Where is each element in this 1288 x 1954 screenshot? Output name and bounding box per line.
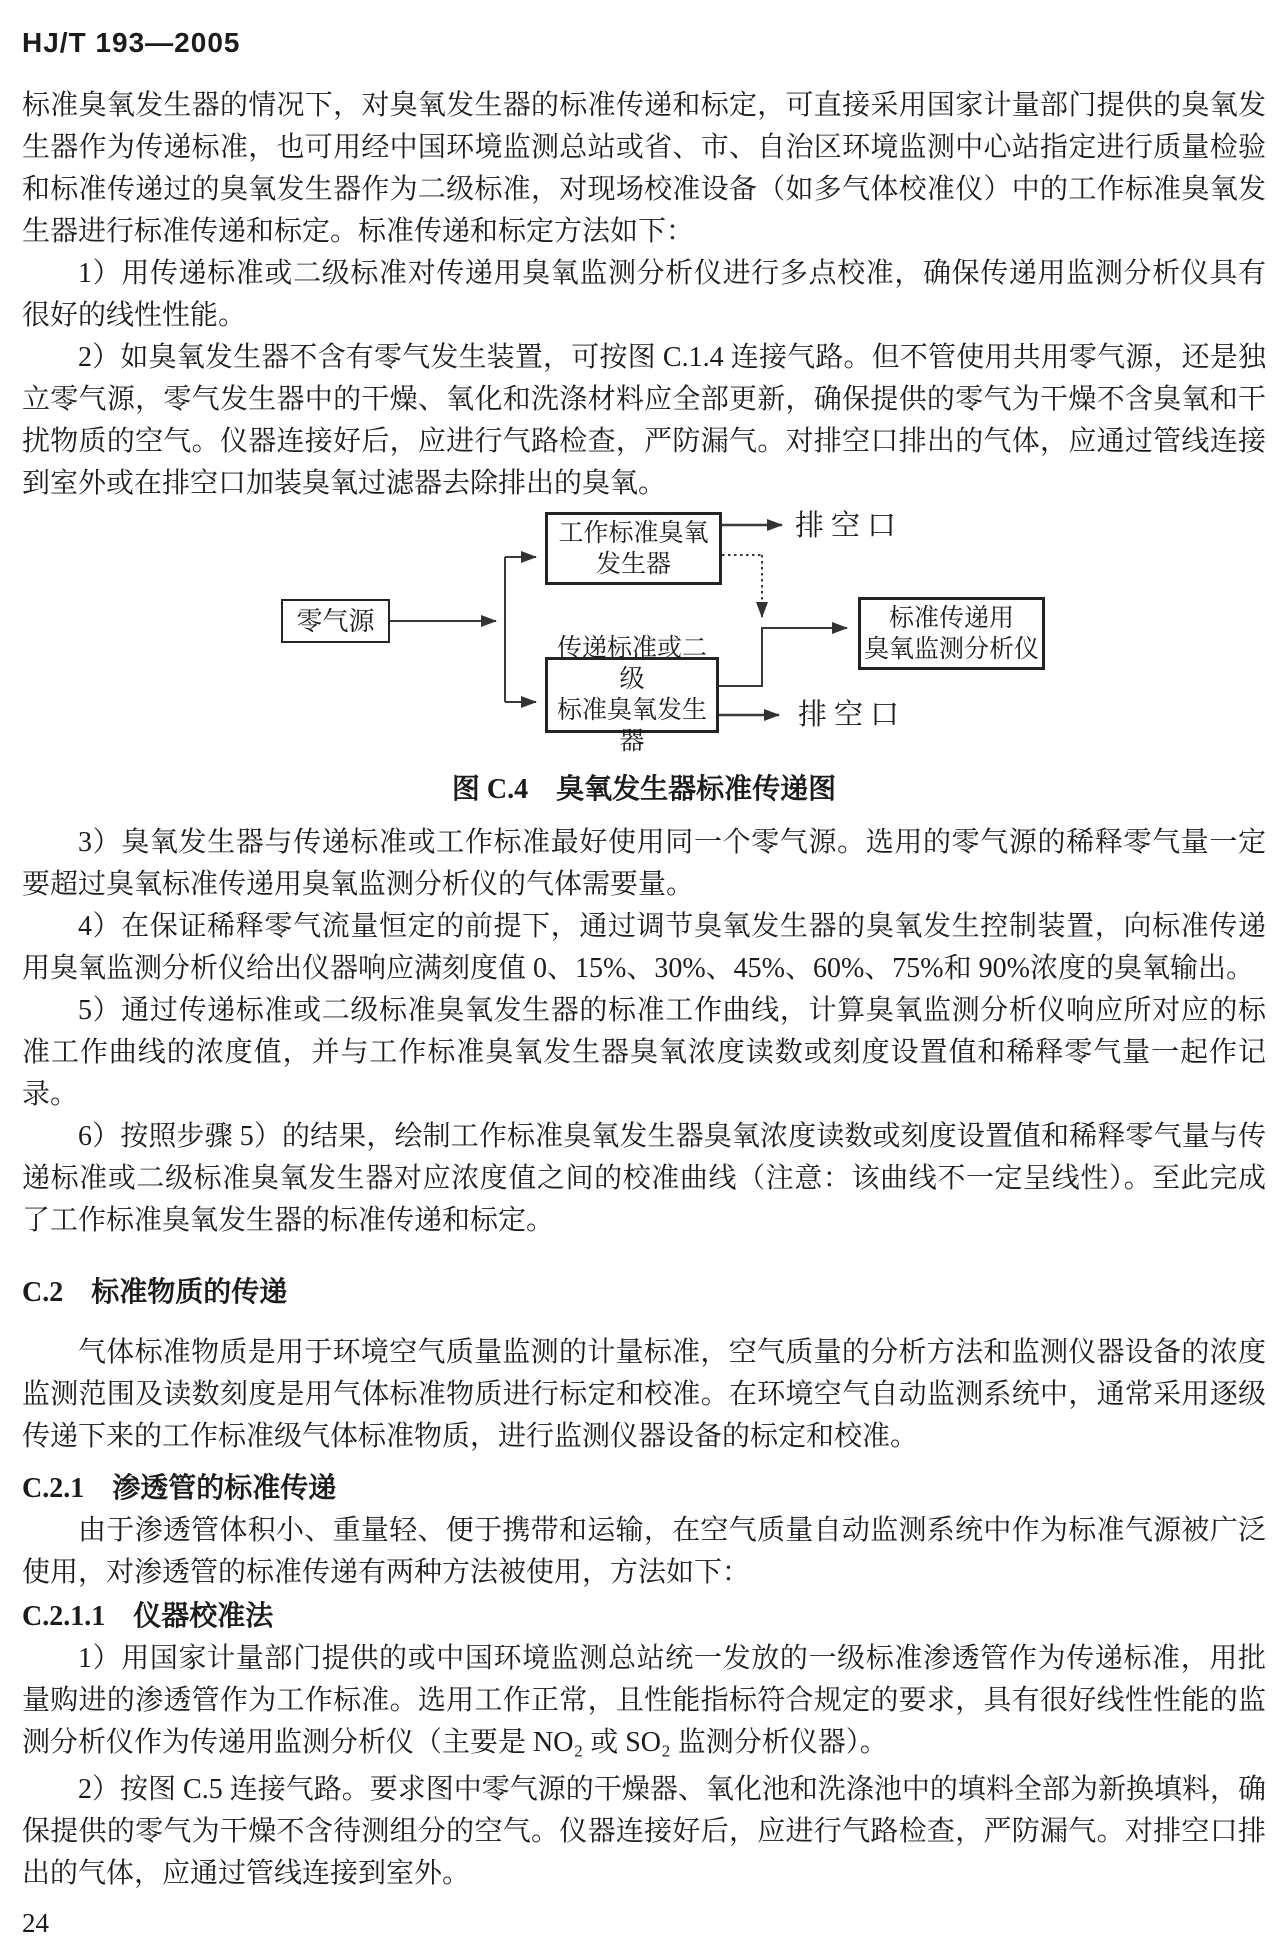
box-label-line: 零气源	[296, 606, 375, 636]
vent-label-bottom: 排空口	[798, 699, 907, 731]
paragraph-c2: 气体标准物质是用于环境空气质量监测的计量标准，空气质量的分析方法和监测仪器设备的浓度监测范围及读数刻度是用气体标准物质进行标定和校准。在环境空气自动监测系统中，通常采用逐级传递下来的工作标准级气体标准物质，进行监测仪器设备的标定和校准。	[22, 1337, 1266, 1452]
figure-box-standard-transfer-analyzer	[858, 597, 1045, 670]
figure-box-transfer-standard-ozone-generator	[545, 635, 719, 755]
paragraph-c211-item-2: 2）按图 C.5 连接气路。要求图中零气源的干燥器、氧化池和洗涤池中的填料全部为新换填料，确保提供的零气为干燥不含待测组分的空气。仪器连接好后，应进行气路检查，严防漏气。对排空口排出的气体，应通过管线连接到室外。	[22, 1774, 1266, 1889]
paragraph-item-4: 4）在保证稀释零气流量恒定的前提下，通过调节臭氧发生器的臭氧发生控制装置，向标准传递用臭氧监测分析仪给出仪器响应满刻度值 0、15%、30%、45%、60%、75%和 90%浓度的臭氧输出。	[22, 911, 1266, 984]
paragraph-c21: 由于渗透管体积小、重量轻、便于携带和运输，在空气质量自动监测系统中作为标准气源被广泛使用，对渗透管的标准传递有两种方法被使用，方法如下：	[22, 1515, 1266, 1588]
section-heading-c21: C.2.1 渗透管的标准传递	[22, 1473, 337, 1504]
paragraph-intro: 标准臭氧发生器的情况下，对臭氧发生器的标准传递和标定，可直接采用国家计量部门提供的臭氧发生器作为传递标准，也可用经中国环境监测总站或省、市、自治区环境监测中心站指定进行质量检验和标准传递过的臭氧发生器作为二级标准，对现场校准设备（如多气体校准仪）中的工作标准臭氧发生器进行标准传递和标定。标准传递和标定方法如下：	[22, 90, 1266, 247]
paragraph-item-6: 6）按照步骤 5）的结果，绘制工作标准臭氧发生器臭氧浓度读数或刻度设置值和稀释零气量与传递标准或二级标准臭氧发生器对应浓度值之间的校准曲线（注意：该曲线不一定呈线性）。至此完成了工作标准臭氧发生器的标准传递和标定。	[22, 1121, 1266, 1236]
paragraph-item-2: 2）如臭氧发生器不含有零气发生装置，可按图 C.1.4 连接气路。但不管使用共用零气源，还是独立零气源，零气发生器中的干燥、氧化和洗涤材料应全部更新，确保提供的零气为干燥不含臭氧和干扰物质的空气。仪器连接好后，应进行气路检查，严防漏气。对排空口排出的气体，应通过管线连接到室外或在排空口加装臭氧过滤器去除排出的臭氧。	[22, 342, 1266, 499]
box-label-line: 标准传递用	[888, 604, 1014, 632]
paragraph-item-3: 3）臭氧发生器与传递标准或工作标准最好使用同一个零气源。选用的零气源的稀释零气量一定要超过臭氧标准传递用臭氧监测分析仪的气体需要量。	[22, 827, 1266, 900]
figure-c4-diagram	[22, 505, 1266, 755]
vent-label-top: 排空口	[795, 510, 904, 542]
section-heading-c211: C.2.1.1 仪器校准法	[22, 1601, 274, 1632]
paragraph-c211-item-1: 1）用国家计量部门提供的或中国环境监测总站统一发放的一级标准渗透管作为传递标准，用批量购进的渗透管作为工作标准。选用工作正常，且性能指标符合规定的要求，具有很好线性性能的监测分析仪作为传递用监测分析仪（主要是 NO₂ 或 SO₂ 监测分析仪器）。	[22, 1643, 1266, 1758]
figure-box-working-standard-ozone-generator	[545, 512, 722, 585]
section-heading-c2: C.2 标准物质的传递	[22, 1277, 288, 1308]
box-label-line: 标准臭氧发生器	[556, 697, 707, 755]
paragraph-item-5: 5）通过传递标准或二级标准臭氧发生器的标准工作曲线，计算臭氧监测分析仪响应所对应的标准工作曲线的浓度值，并与工作标准臭氧发生器臭氧浓度读数或刻度设置值和稀释零气量一起作记录。	[22, 995, 1266, 1110]
box-label-line: 传递标准或二级	[556, 635, 707, 693]
box-label-line: 臭氧监测分析仪	[863, 635, 1039, 663]
box-label-line: 工作标准臭氧	[558, 519, 709, 547]
figure-caption: 图 C.4 臭氧发生器标准传递图	[451, 774, 837, 805]
page-number: 24	[22, 1908, 49, 1938]
standard-code-header: HJ/T 193—2005	[22, 27, 241, 58]
paragraph-item-1: 1）用传递标准或二级标准对传递用臭氧监测分析仪进行多点校准，确保传递用监测分析仪具有很好的线性性能。	[22, 258, 1266, 331]
figure-box-zero-gas-source	[281, 599, 390, 643]
box-label-line: 发生器	[595, 550, 671, 578]
